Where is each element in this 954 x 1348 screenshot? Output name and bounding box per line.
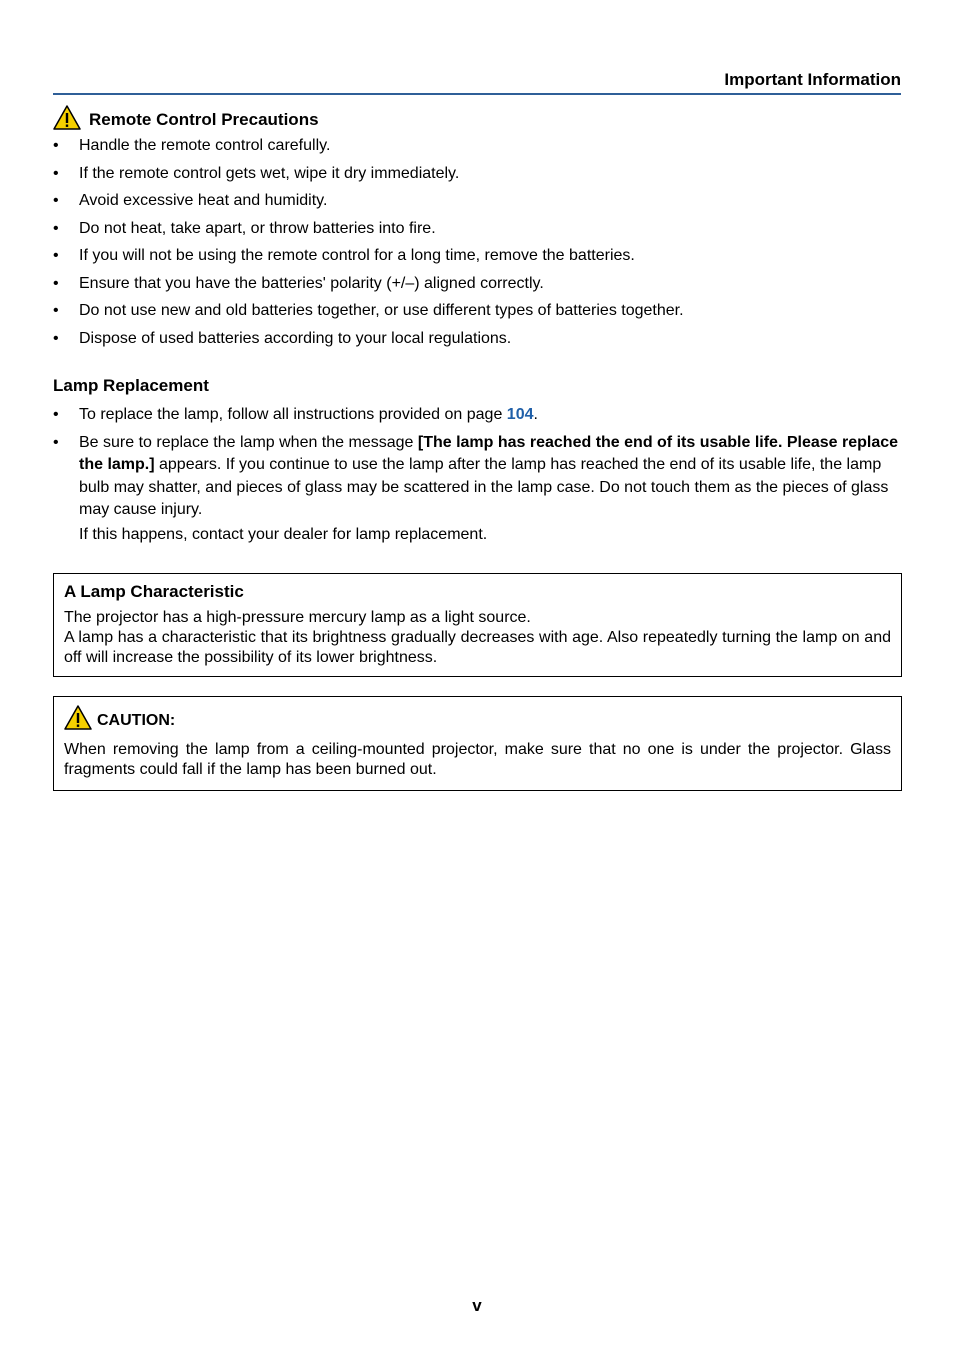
list-item: • Handle the remote control carefully. bbox=[53, 137, 331, 154]
remote-precautions-heading bbox=[53, 105, 319, 135]
warning-icon bbox=[53, 105, 81, 135]
caution-heading bbox=[64, 705, 891, 736]
list-item: • Do not use new and old batteries together, or use different types of batteries together. bbox=[53, 302, 684, 319]
warning-icon bbox=[64, 705, 92, 736]
remote-precautions-heading-text: Remote Control Precautions bbox=[89, 110, 319, 129]
list-item: • Be sure to replace the lamp when the message [The lamp has reached the end of its usable life. Please replace the lamp.] appears. If you continue to use the lamp after the lamp has reached the end of its usable life, the lamp bulb may shatter, and pieces of glass may be scattered in the lamp case. Do not touch them as the pieces of glass may cause injury. bbox=[53, 433, 899, 518]
lamp-replacement-heading: Lamp Replacement bbox=[53, 376, 209, 395]
page-header-title: Important Information bbox=[724, 70, 901, 89]
list-item: • If you will not be using the remote control for a long time, remove the batteries. bbox=[53, 247, 635, 264]
remote-precautions-list bbox=[53, 135, 903, 350]
list-item: • Avoid excessive heat and humidity. bbox=[53, 192, 328, 209]
header-rule bbox=[53, 93, 901, 95]
lamp-characteristic-line2: A lamp has a characteristic that its brightness gradually decreases with age. Also repeatedly turning the lamp on and off will increase the possibility of its lower brightness. bbox=[64, 629, 891, 666]
page-link[interactable]: 104 bbox=[506, 406, 534, 423]
list-item: • Ensure that you have the batteries' polarity (+/–) aligned correctly. bbox=[53, 274, 544, 292]
caution-title: CAUTION: bbox=[97, 711, 176, 729]
list-item: • Do not heat, take apart, or throw batteries into fire. bbox=[53, 219, 436, 237]
caution-box bbox=[53, 696, 902, 791]
lamp-message: [The lamp has reached the end of its usable life. Please replace the lamp.] bbox=[79, 433, 899, 473]
lamp-followup-text: If this happens, contact your dealer for lamp replacement. bbox=[79, 526, 488, 543]
lamp-replacement-list bbox=[53, 404, 903, 522]
list-item: • To replace the lamp, follow all instructions provided on page 104. bbox=[53, 406, 538, 423]
lamp-characteristic-title: A Lamp Characteristic bbox=[64, 582, 244, 601]
lamp-characteristic-line1: The projector has a high-pressure mercury lamp as a light source. bbox=[64, 609, 531, 626]
caution-text: When removing the lamp from a ceiling-mounted projector, make sure that no one is under the projector. Glass fragments could fall if the lamp has been burned out. bbox=[64, 741, 891, 778]
lamp-characteristic-box bbox=[53, 573, 902, 677]
list-item: • Dispose of used batteries according to your local regulations. bbox=[53, 329, 512, 347]
list-item: • If the remote control gets wet, wipe it dry immediately. bbox=[53, 164, 460, 182]
page-number: v bbox=[472, 1296, 482, 1315]
